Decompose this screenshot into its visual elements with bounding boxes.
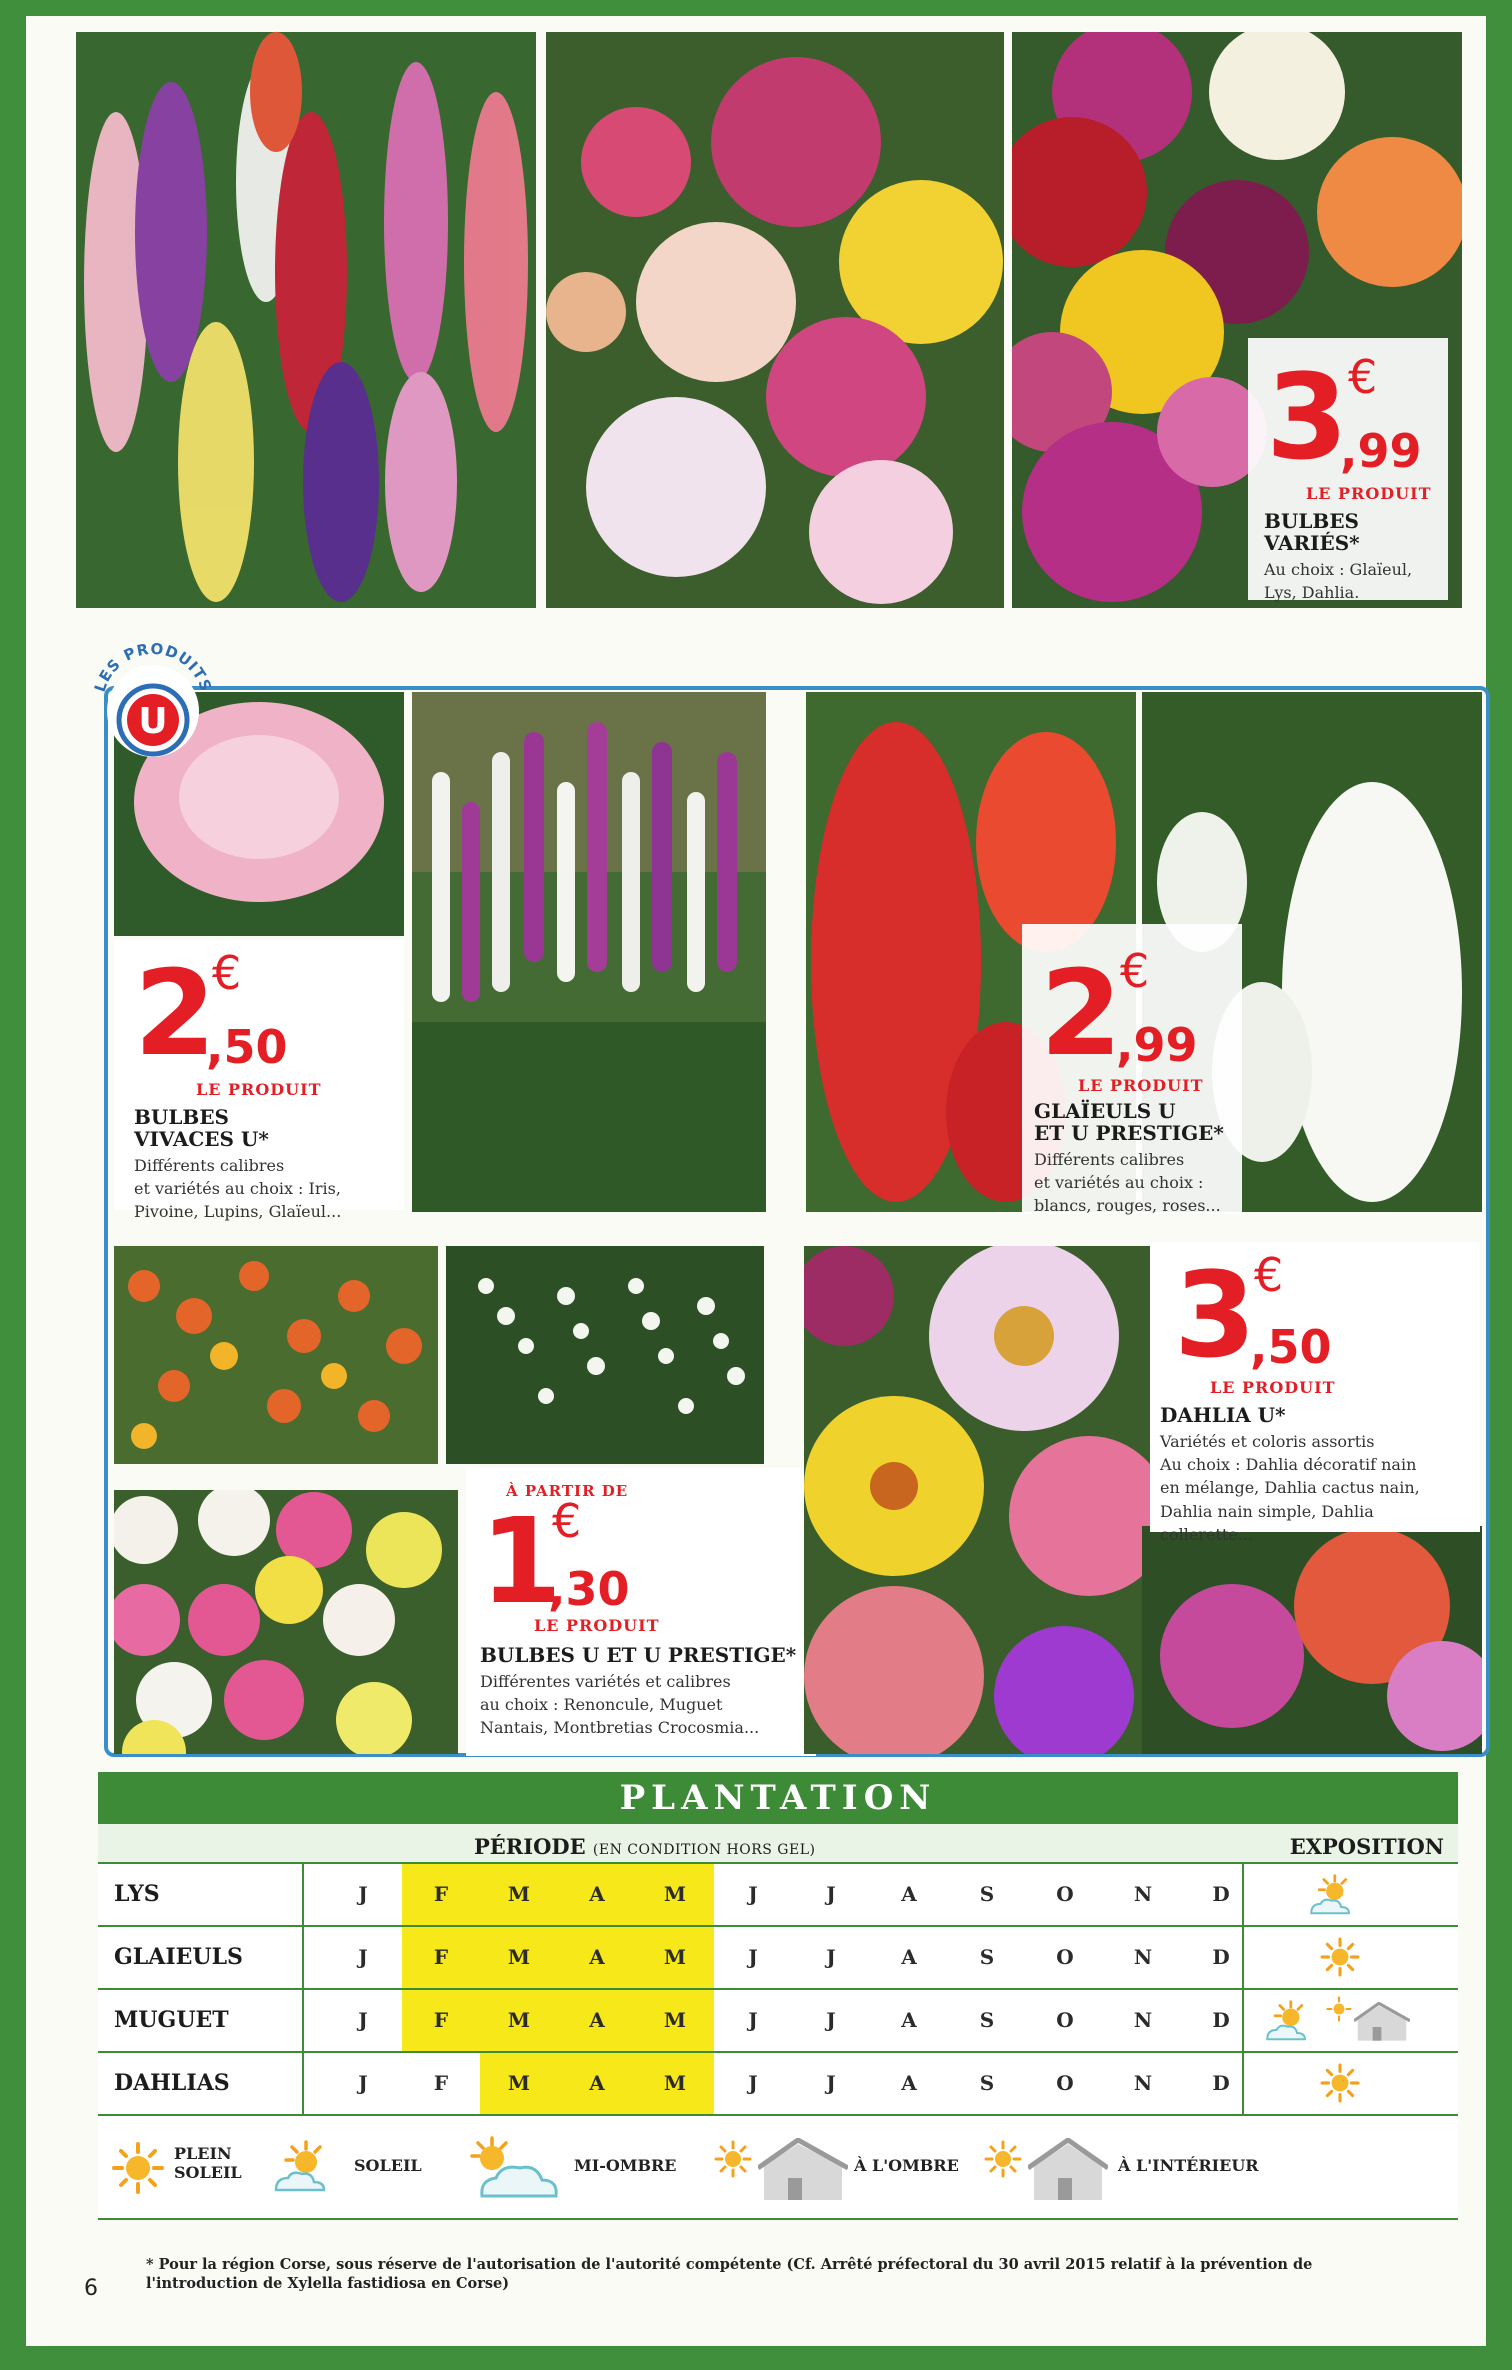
product-title: BULBES VARIÉS*	[1264, 509, 1360, 556]
exposure-icon	[1320, 1937, 1360, 1977]
vivaces-price-panel	[114, 940, 404, 1222]
exposure-cell	[1242, 2053, 1456, 2114]
legend-a-l-ombre: À L'OMBRE	[854, 2156, 959, 2175]
price-integer: 2	[134, 944, 213, 1082]
unit-label: LE PRODUIT	[196, 1080, 322, 1099]
price-decimals: ,99	[1340, 424, 1422, 478]
month-cell: D	[1212, 1945, 1230, 1969]
month-cell: A	[901, 1882, 917, 1906]
price-currency: €	[1120, 944, 1150, 998]
month-cell: F	[433, 2071, 449, 2095]
month-cell: J	[826, 1945, 836, 1969]
product-description: Différents calibres et variétés au choix : Iris, Pivoine, Lupins, Glaïeul...	[134, 1156, 342, 1222]
month-cell: A	[901, 2071, 917, 2095]
price-decimals: ,99	[1116, 1018, 1198, 1072]
month-cell: D	[1212, 2008, 1230, 2032]
month-cell: J	[748, 1882, 758, 1906]
dahlia-price-panel	[1150, 1242, 1480, 1544]
unit-label: LE PRODUIT	[1306, 484, 1432, 503]
table-row	[98, 1864, 1458, 1927]
exposure-icon	[1260, 2000, 1320, 2044]
month-cell: A	[901, 2008, 917, 2032]
month-cell: S	[979, 1945, 995, 1969]
exposure-icon	[1304, 1874, 1364, 1918]
plantation-title: PLANTATION	[98, 1772, 1458, 1824]
price-decimals: ,50	[1250, 1320, 1332, 1374]
ranunculus-photo	[114, 1490, 458, 1754]
month-cell: M	[636, 1990, 714, 2051]
crocosmia-photo	[114, 1246, 438, 1464]
house-icon	[1028, 2138, 1108, 2202]
price-currency: €	[1348, 350, 1378, 404]
product-title: GLAÏEULS U ET U PRESTIGE*	[1034, 1099, 1224, 1146]
product-description: Variétés et coloris assortis Au choix : Dahlia décoratif nain en mélange, Dahlia cactus nain, Dahlia nain simple, Dahlia collerette...	[1160, 1432, 1420, 1544]
unit-label: LE PRODUIT	[534, 1616, 660, 1635]
price-currency: €	[552, 1494, 582, 1548]
price-decimals: ,30	[548, 1562, 630, 1616]
month-cell: O	[1056, 1945, 1074, 1969]
catalog-page	[26, 16, 1486, 2346]
legend-plein-soleil: PLEIN SOLEIL	[174, 2144, 242, 2183]
legend-a-l-interieur: À L'INTÉRIEUR	[1118, 2156, 1259, 2175]
month-cell: J	[748, 2008, 758, 2032]
month-cell: J	[826, 2008, 836, 2032]
price-integer: 1	[480, 1492, 559, 1630]
month-cell: J	[826, 2071, 836, 2095]
month-cell: M	[636, 1927, 714, 1988]
price-currency: €	[212, 946, 242, 1000]
month-cell: J	[358, 1945, 368, 1969]
unit-label: LE PRODUIT	[1078, 1076, 1204, 1095]
month-cell: M	[636, 1864, 714, 1925]
price-currency: €	[1254, 1248, 1284, 1302]
lily-photo	[546, 32, 1004, 608]
month-cell: J	[358, 2008, 368, 2032]
month-cell: A	[901, 1945, 917, 1969]
month-cell: O	[1056, 1882, 1074, 1906]
month-cell: M	[480, 2053, 558, 2114]
month-cell: N	[1133, 2071, 1153, 2095]
month-cell: J	[358, 2071, 368, 2095]
month-cell: M	[480, 1864, 558, 1925]
price-integer: 3	[1266, 348, 1345, 486]
house-shade-icon	[758, 2138, 848, 2202]
legend-soleil: SOLEIL	[354, 2156, 422, 2175]
month-cell: N	[1133, 2008, 1153, 2032]
month-cell: M	[480, 1990, 558, 2051]
svg-text:U: U	[138, 701, 168, 742]
month-cell: A	[558, 2053, 636, 2114]
product-title: BULBES VIVACES U*	[134, 1105, 269, 1152]
produits-u-logo	[78, 626, 228, 776]
table-row	[98, 1990, 1458, 2053]
exposure-cell	[1242, 1990, 1456, 2051]
month-cell: D	[1212, 2071, 1230, 2095]
gladiolus-photo	[76, 32, 536, 608]
small-sun-icon	[714, 2140, 752, 2178]
month-cell: F	[402, 1990, 480, 2051]
price-decimals: ,50	[206, 1020, 288, 1074]
plant-name: MUGUET	[98, 1990, 304, 2051]
plant-name: DAHLIAS	[98, 2053, 304, 2114]
exposure-cell	[1242, 1864, 1456, 1925]
month-cell: S	[979, 1882, 995, 1906]
month-cell: O	[1056, 2008, 1074, 2032]
partial-shade-icon	[462, 2136, 562, 2200]
exposure-icon	[1354, 2002, 1410, 2042]
muguet-photo	[446, 1246, 764, 1464]
exposure-cell	[1242, 1927, 1456, 1988]
svg-text:LES PRODUITS: LES PRODUITS	[90, 639, 216, 695]
product-description: Différents calibres et variétés au choix : blancs, rouges, roses...	[1034, 1150, 1221, 1216]
month-cell: F	[402, 1927, 480, 1988]
exposure-icon	[1326, 1996, 1352, 2022]
price-integer: 3	[1174, 1246, 1253, 1384]
liatris-photo	[412, 692, 766, 1212]
month-cell: A	[558, 1927, 636, 1988]
footnote: * Pour la région Corse, sous réserve de l'autorisation de l'autorité compétente (Cf. Arrêté préfectoral du 30 avril 2015 relatif à la prévention de l'introduction de Xylella fastidiosa en Corse)	[146, 2256, 1313, 2292]
month-cell: N	[1133, 1882, 1153, 1906]
month-cell: M	[636, 2053, 714, 2114]
month-cell: J	[358, 1882, 368, 1906]
product-title: DAHLIA U*	[1160, 1403, 1286, 1427]
price-integer: 2	[1040, 944, 1119, 1082]
dahlia-cactus-photo	[1142, 1526, 1482, 1754]
legend-mi-ombre: MI-OMBRE	[574, 2156, 677, 2175]
product-title: BULBES U ET U PRESTIGE*	[480, 1643, 797, 1667]
table-row	[98, 2053, 1458, 2116]
table-row	[98, 1927, 1458, 1990]
month-cell: S	[979, 2008, 995, 2032]
month-cell: O	[1056, 2071, 1074, 2095]
from-label: À PARTIR DE	[506, 1482, 629, 1500]
sun-icon	[112, 2142, 164, 2194]
table-subheader	[98, 1824, 1458, 1864]
dahlia-single-photo	[804, 1246, 1152, 1754]
month-cell: M	[480, 1927, 558, 1988]
plant-name: LYS	[98, 1864, 304, 1925]
periode-header: PÉRIODE (EN CONDITION HORS GEL)	[474, 1834, 816, 1859]
month-cell: N	[1133, 1945, 1153, 1969]
month-cell: A	[558, 1990, 636, 2051]
plant-name: GLAIEULS	[98, 1927, 304, 1988]
month-cell: S	[979, 2071, 995, 2095]
exposure-legend	[98, 2116, 1458, 2220]
month-cell: J	[748, 1945, 758, 1969]
month-cell: F	[402, 1864, 480, 1925]
small-sun-icon	[984, 2140, 1022, 2178]
month-cell: A	[558, 1864, 636, 1925]
unit-label: LE PRODUIT	[1210, 1378, 1336, 1397]
bulbes-varies-price-panel	[1248, 338, 1448, 603]
month-cell: J	[748, 2071, 758, 2095]
product-description: Différentes variétés et calibres au choix : Renoncule, Muguet Nantais, Montbretias Crocosmia...	[480, 1672, 760, 1738]
month-cell: D	[1212, 1882, 1230, 1906]
exposure-icon	[1320, 2063, 1360, 2103]
exposition-header: EXPOSITION	[1289, 1834, 1444, 1859]
month-cell: J	[826, 1882, 836, 1906]
sun-cloud-icon	[268, 2140, 342, 2196]
page-number: 6	[84, 2276, 98, 2301]
glaieuls-price-panel	[1022, 924, 1242, 1214]
plantation-table	[98, 1772, 1458, 2220]
product-description: Au choix : Glaïeul, Lys, Dahlia.	[1264, 560, 1413, 603]
prestige-price-panel	[466, 1468, 816, 1756]
